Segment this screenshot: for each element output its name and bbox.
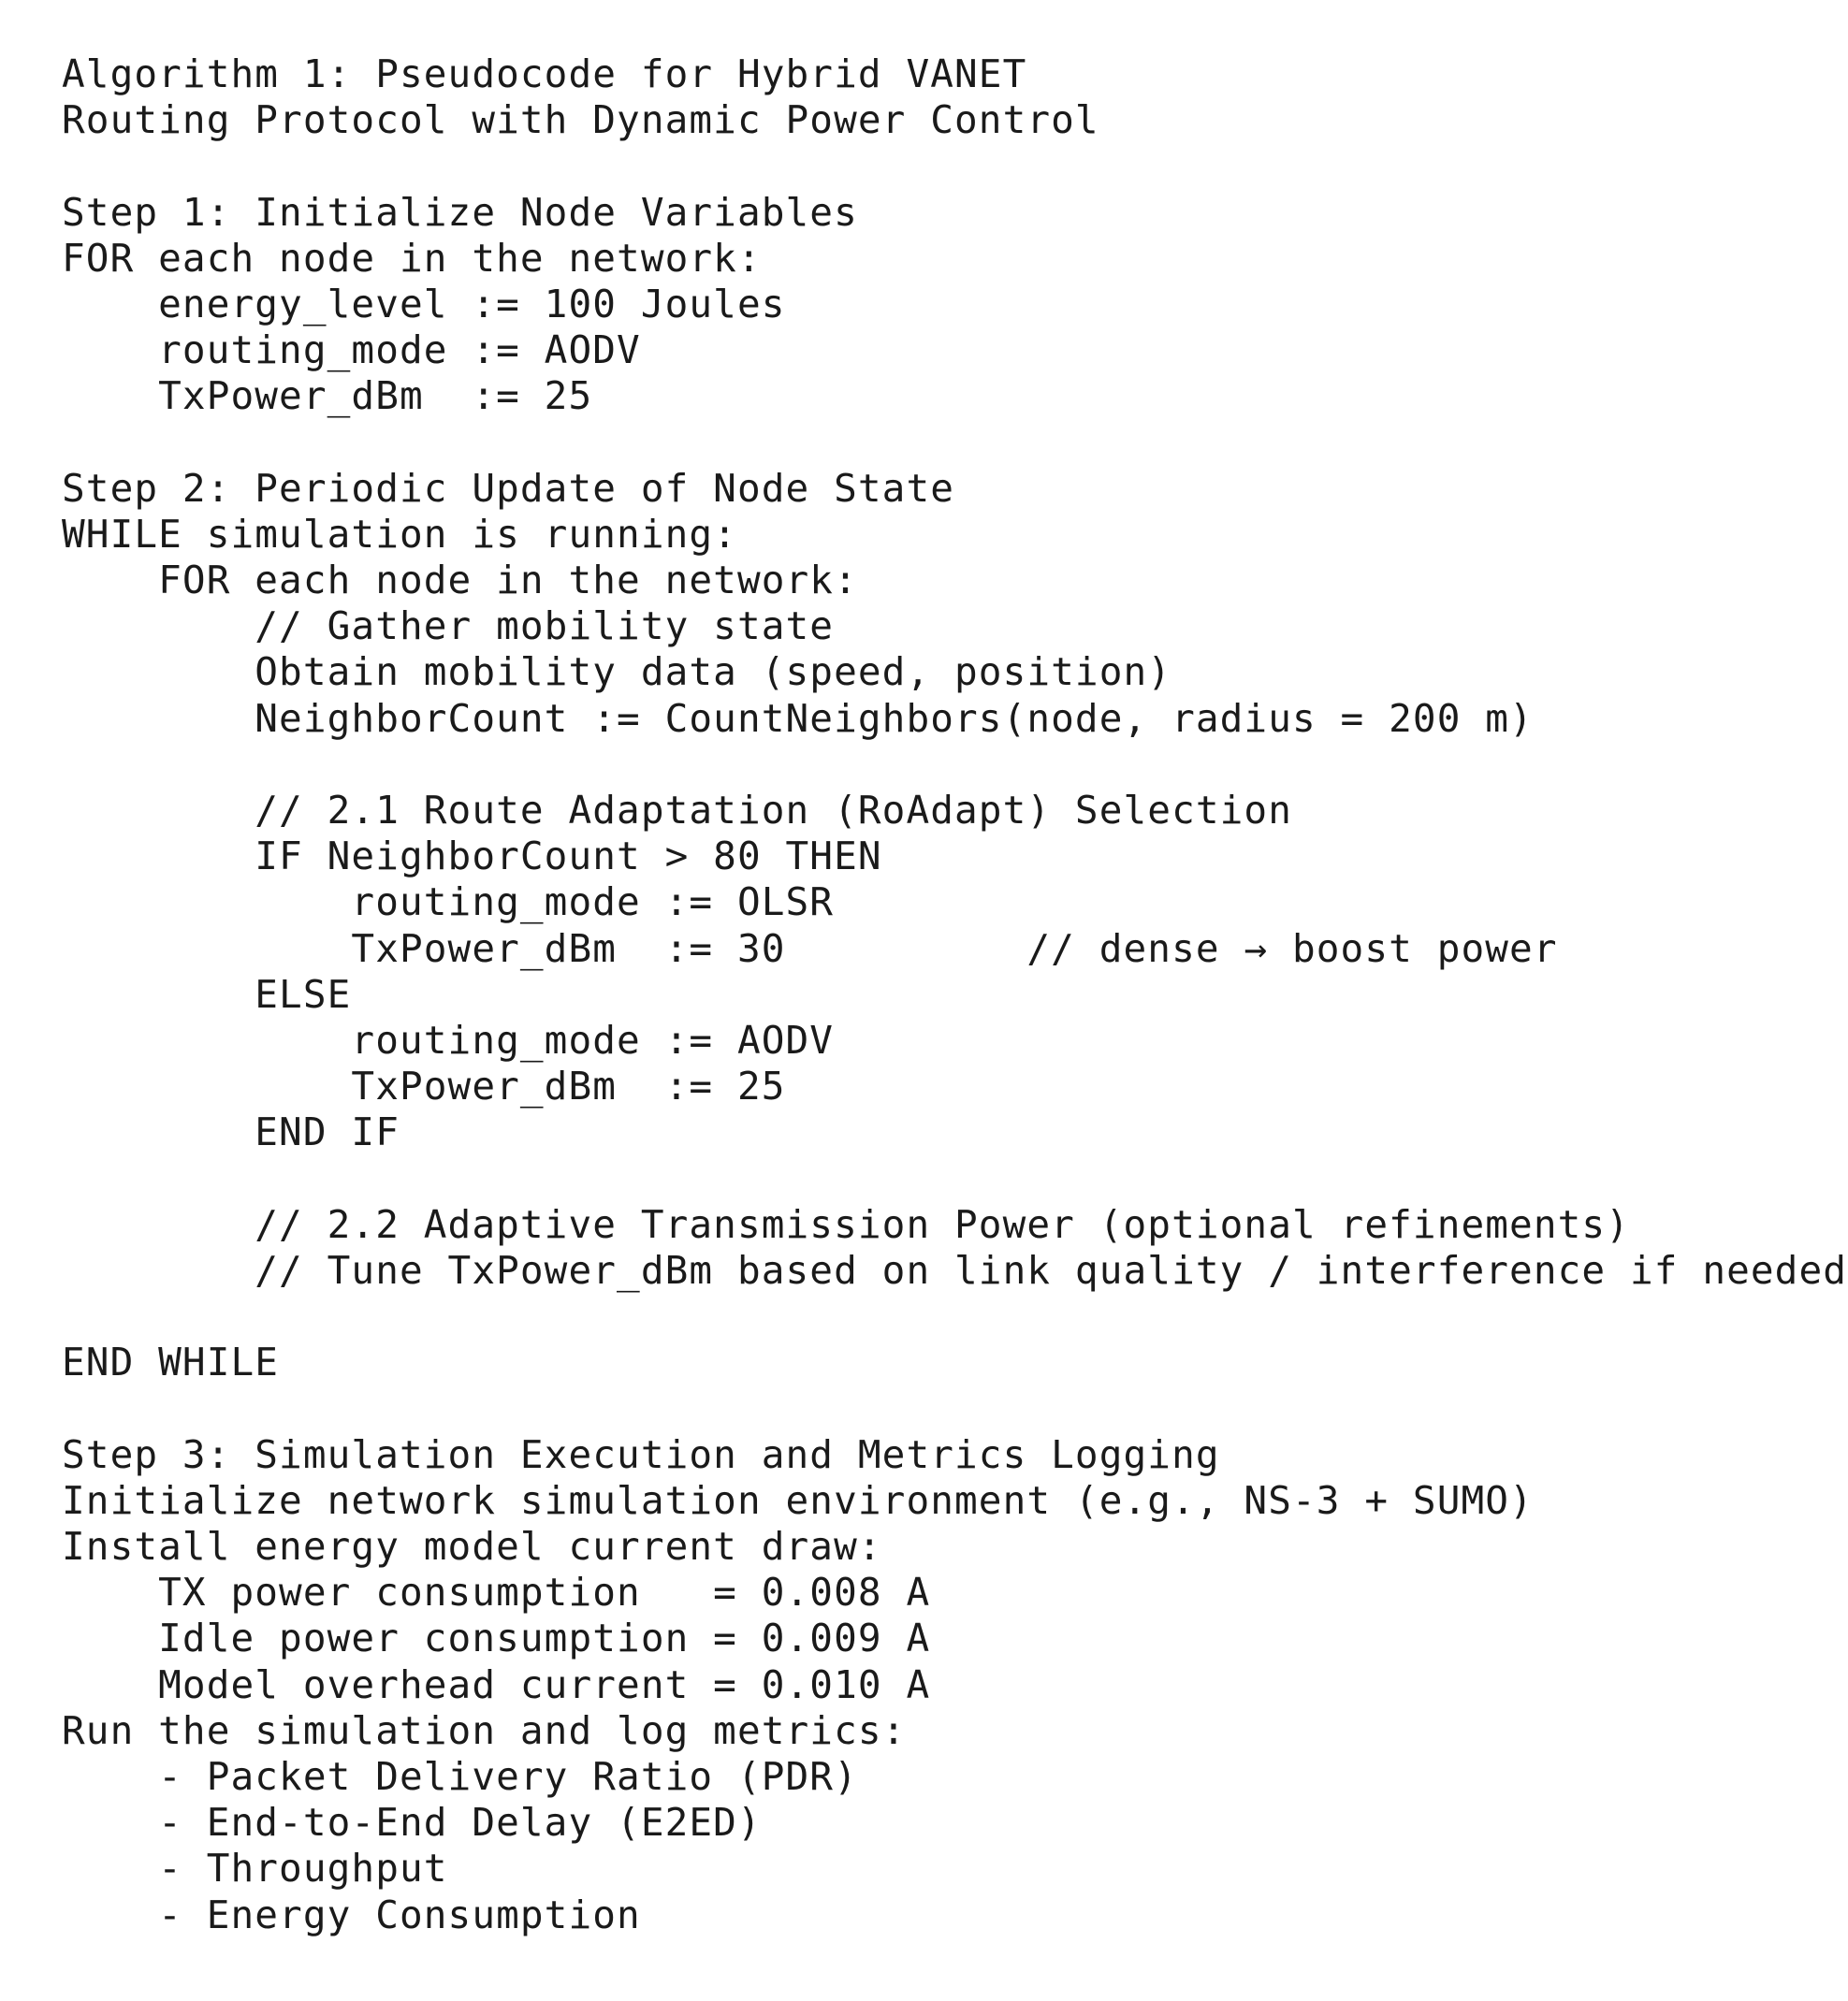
blank-line xyxy=(62,1294,1840,1340)
metric-list-item: - Packet Delivery Ratio (PDR) xyxy=(62,1753,858,1799)
algorithm-title-line-1: Algorithm 1: Pseudocode for Hybrid VANET xyxy=(62,51,1027,96)
blank-line xyxy=(62,1156,1840,1202)
blank-line xyxy=(62,420,1840,466)
metric-list-item: - Throughput xyxy=(62,1846,448,1892)
code-line: WHILE simulation is running: xyxy=(62,511,737,557)
step-1-heading: Step 1: Initialize Node Variables xyxy=(62,189,858,235)
step-3-heading: Step 3: Simulation Execution and Metrics Logging xyxy=(62,1431,1220,1477)
code-line: Model overhead current = 0.010 A xyxy=(62,1661,931,1707)
blank-line xyxy=(62,742,1840,788)
code-line: energy_level := 100 Joules xyxy=(62,281,786,326)
code-comment-line: // 2.1 Route Adaptation (RoAdapt) Selection xyxy=(62,788,1292,833)
code-line: END WHILE xyxy=(62,1340,280,1385)
step-2-heading: Step 2: Periodic Update of Node State xyxy=(62,465,955,511)
algorithm-title-line-2: Routing Protocol with Dynamic Power Control xyxy=(62,97,1099,143)
code-line: Initialize network simulation environment (e.g., NS-3 + SUMO) xyxy=(62,1477,1534,1523)
code-line: Obtain mobility data (speed, position) xyxy=(62,649,1172,695)
code-line: FOR each node in the network: xyxy=(62,235,762,281)
code-comment-line: // Tune TxPower_dBm based on link quality / interference if needed xyxy=(62,1247,1848,1293)
code-line: TxPower_dBm := 30 // dense → boost power xyxy=(62,925,1558,971)
blank-line xyxy=(62,143,1840,189)
code-line: Run the simulation and log metrics: xyxy=(62,1707,907,1753)
code-line: routing_mode := OLSR xyxy=(62,879,835,925)
code-comment-line: // 2.2 Adaptive Transmission Power (optional refinements) xyxy=(62,1201,1630,1247)
metric-list-item: - End-to-End Delay (E2ED) xyxy=(62,1800,762,1846)
code-comment-line: // Gather mobility state xyxy=(62,603,835,649)
code-line: NeighborCount := CountNeighbors(node, radius = 200 m) xyxy=(62,695,1534,741)
metric-list-item: - Energy Consumption xyxy=(62,1892,641,1937)
code-line: TX power consumption = 0.008 A xyxy=(62,1570,931,1616)
code-line: FOR each node in the network: xyxy=(62,558,858,603)
code-line: IF NeighborCount > 80 THEN xyxy=(62,834,882,879)
code-line: Idle power consumption = 0.009 A xyxy=(62,1616,931,1661)
code-line: END IF xyxy=(62,1109,400,1155)
code-line: routing_mode := AODV xyxy=(62,1017,835,1063)
code-line: TxPower_dBm := 25 xyxy=(62,373,593,419)
code-line: routing_mode := AODV xyxy=(62,327,641,373)
blank-line xyxy=(62,1385,1840,1431)
code-line: Install energy model current draw: xyxy=(62,1524,882,1569)
algorithm-listing xyxy=(62,51,1848,1938)
code-line: ELSE xyxy=(62,971,352,1017)
code-line: TxPower_dBm := 25 xyxy=(62,1064,786,1109)
